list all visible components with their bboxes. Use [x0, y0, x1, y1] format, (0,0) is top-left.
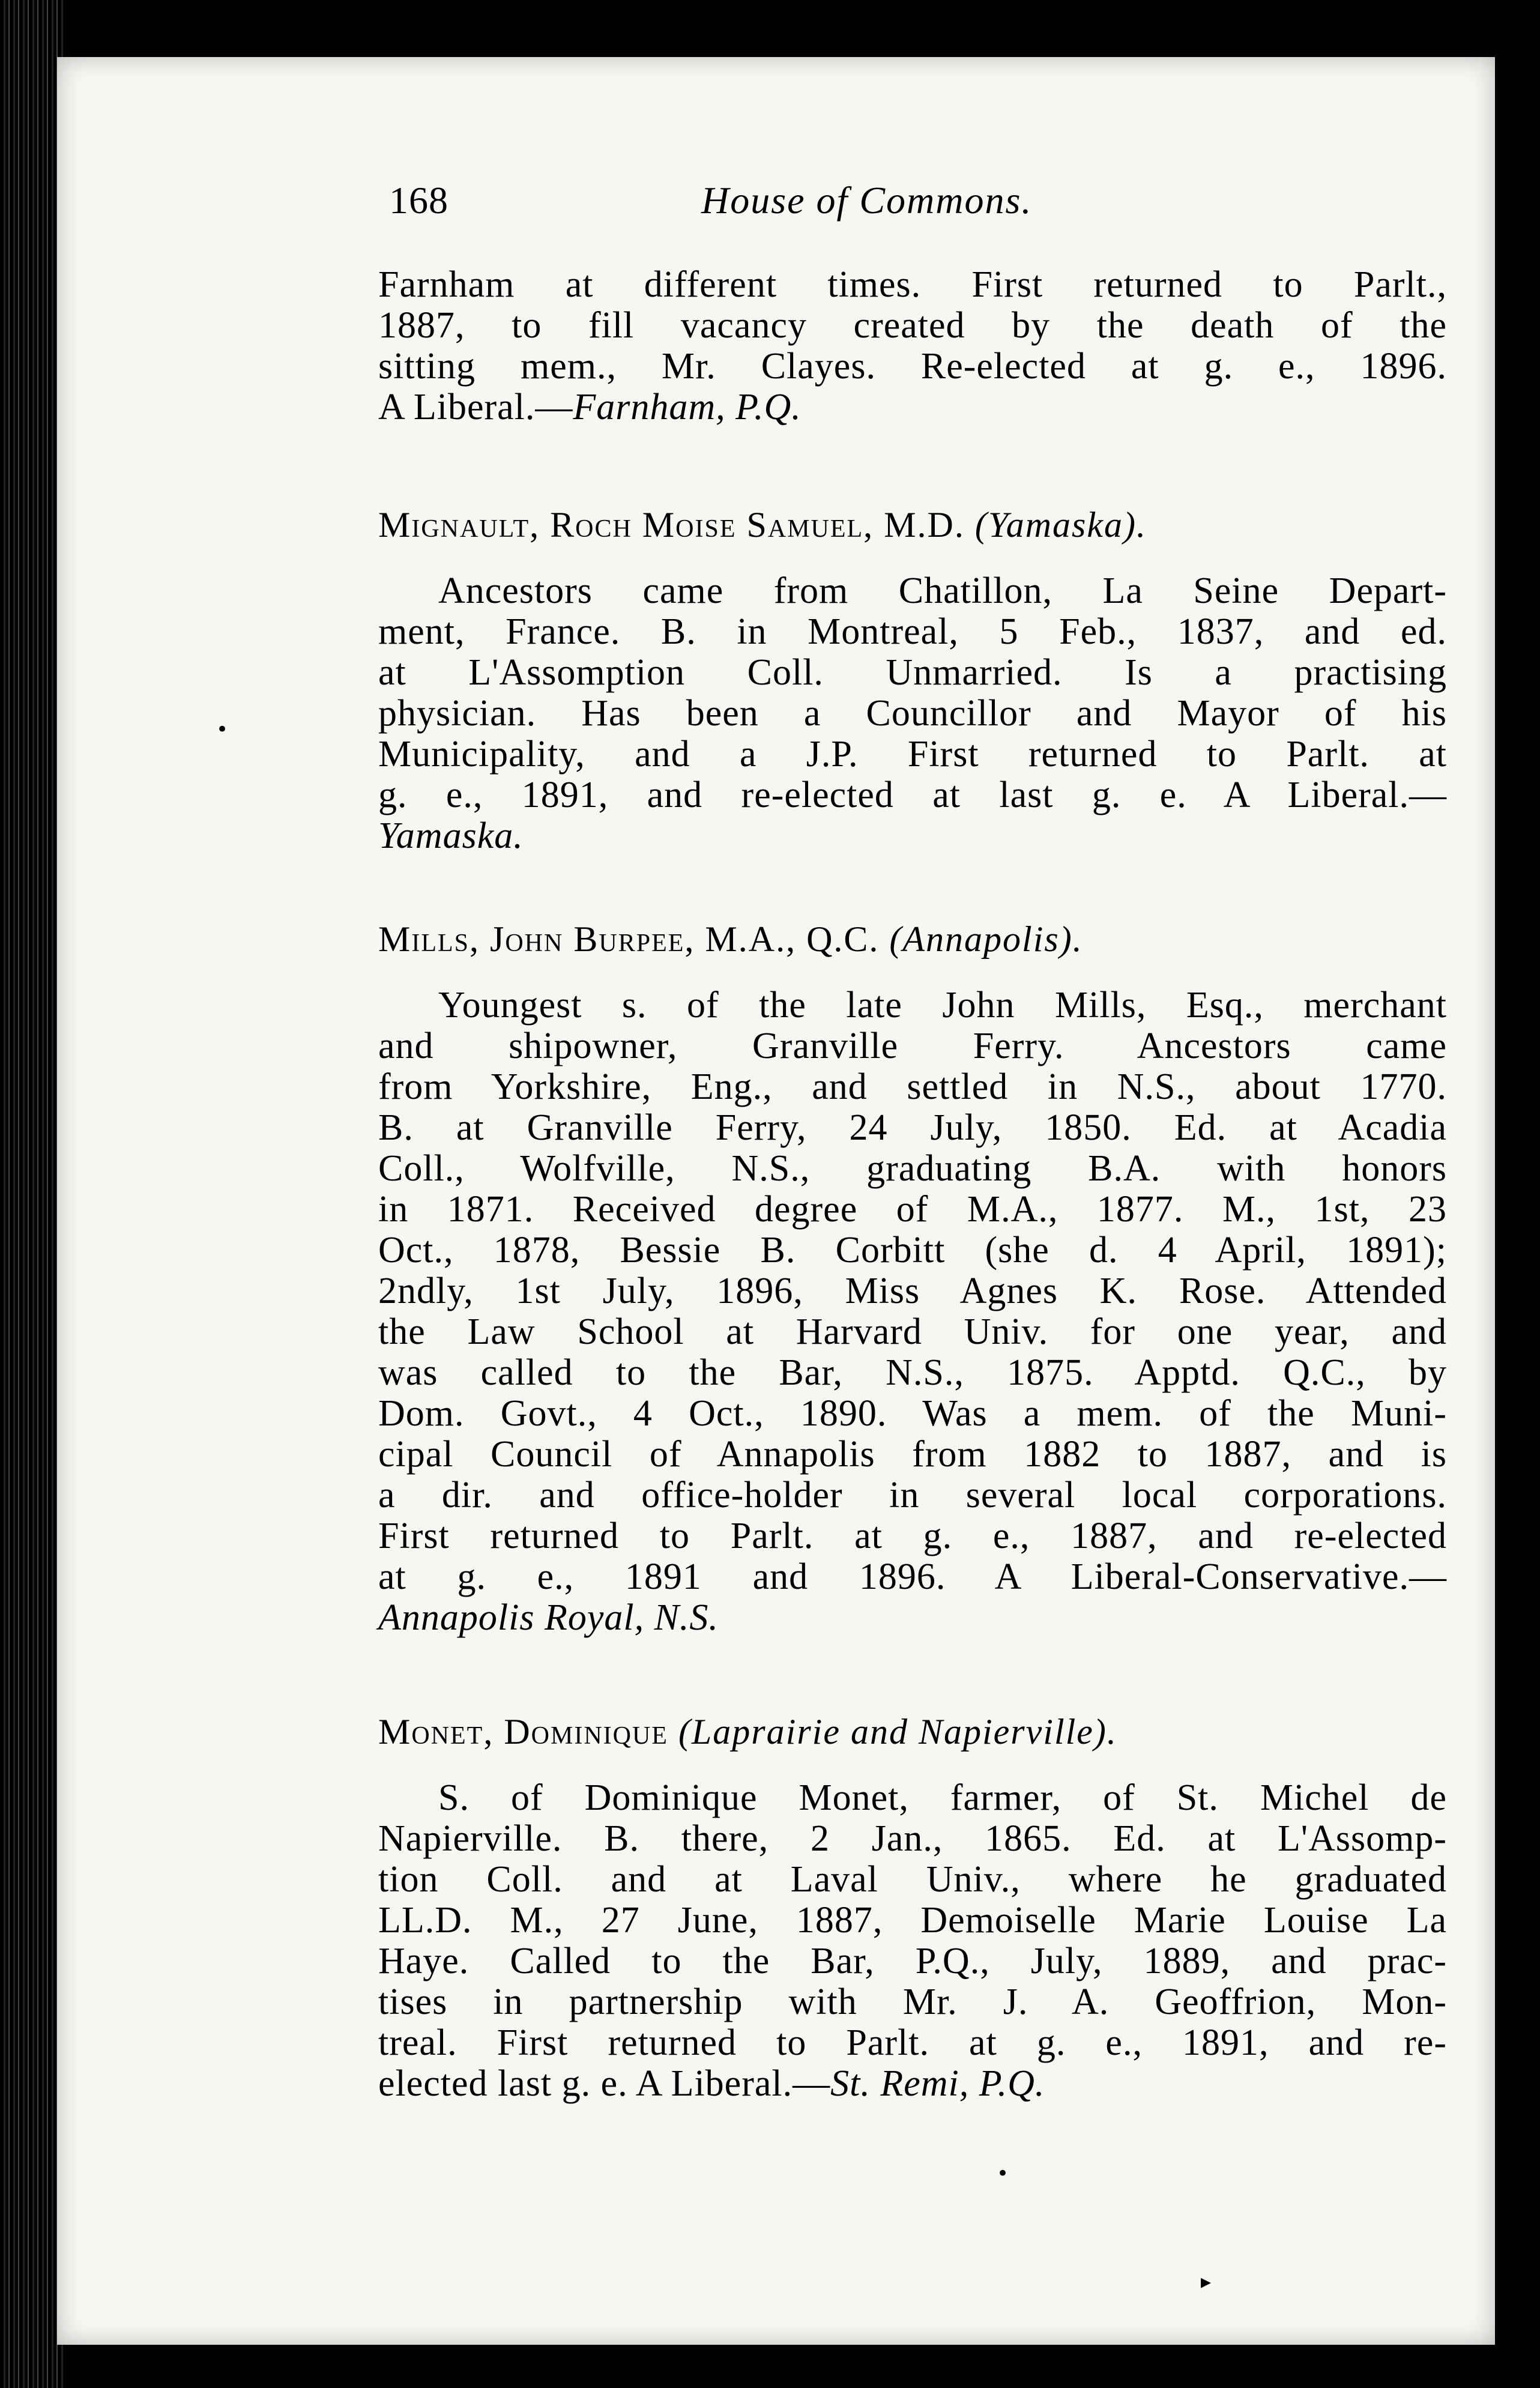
member-name: Mills, John Burpee, [378, 919, 695, 959]
text-line: Coll., Wolfville, N.S., graduating B.A. with honors [378, 1148, 1447, 1189]
text-line: a dir. and office-holder in several local corporations. [378, 1475, 1447, 1516]
text-line: 1887, to fill vacancy created by the death of the [378, 305, 1447, 346]
text-line: ment, France. B. in Montreal, 5 Feb., 1837, and ed. [378, 611, 1447, 652]
member-title: M.A., Q.C. [695, 919, 890, 959]
text-line: the Law School at Harvard Univ. for one year, and [378, 1311, 1447, 1352]
party-text: elected last g. e. A Liberal.— [378, 2063, 831, 2104]
text-line: tises in partnership with Mr. J. A. Geoffrion, Mon- [378, 1981, 1447, 2022]
text-line: at g. e., 1891 and 1896. A Liberal-Conservative.— [378, 1556, 1447, 1597]
address: Yamaska. [378, 815, 524, 856]
entry-body [378, 570, 1447, 856]
page-header [389, 180, 1446, 228]
scan-speck: ▸ [1201, 2270, 1212, 2294]
entry-body [378, 1777, 1447, 2104]
entry-heading [378, 504, 1459, 545]
address: Farnham, P.Q. [573, 387, 802, 428]
text-line: and shipowner, Granville Ferry. Ancestors came [378, 1026, 1447, 1066]
entry-body [378, 985, 1447, 1638]
entry-heading [378, 1711, 1459, 1752]
continued-entry [378, 264, 1447, 428]
text-line: at L'Assomption Coll. Unmarried. Is a practising [378, 652, 1447, 693]
text-line-last [378, 2063, 1447, 2104]
text-line: Ancestors came from Chatillon, La Seine Depart- [438, 570, 1447, 611]
text-line: Haye. Called to the Bar, P.Q., July, 1889, and prac- [378, 1941, 1447, 1981]
text-line: g. e., 1891, and re-elected at last g. e. A Liberal.— [378, 775, 1447, 815]
text-line: Dom. Govt., 4 Oct., 1890. Was a mem. of the Muni- [378, 1393, 1447, 1434]
text-line: B. at Granville Ferry, 24 July, 1850. Ed. at Acadia [378, 1107, 1447, 1148]
address: Annapolis Royal, N.S. [378, 1597, 719, 1638]
text-line: S. of Dominique Monet, farmer, of St. Michel de [438, 1777, 1447, 1818]
member-name: Monet, Dominique [378, 1712, 668, 1752]
member-title [668, 1712, 678, 1752]
text-line: cipal Council of Annapolis from 1882 to 1887, and is [378, 1434, 1447, 1475]
text-line: in 1871. Received degree of M.A., 1877. M., 1st, 23 [378, 1189, 1447, 1230]
text-line: was called to the Bar, N.S., 1875. Apptd. Q.C., by [378, 1352, 1447, 1393]
text-line: treal. First returned to Parlt. at g. e., 1891, and re- [378, 2022, 1447, 2063]
text-line: 2ndly, 1st July, 1896, Miss Agnes K. Rose. Attended [378, 1271, 1447, 1311]
member-name: Mignault, Roch Moise Samuel, [378, 505, 874, 545]
text-line: LL.D. M., 27 June, 1887, Demoiselle Marie Louise La [378, 1900, 1447, 1941]
text-line: from Yorkshire, Eng., and settled in N.S., about 1770. [378, 1066, 1447, 1107]
entry-heading [378, 919, 1459, 960]
address: St. Remi, P.Q. [830, 2063, 1045, 2104]
page-number: 168 [389, 179, 448, 222]
book-spine-edge [0, 0, 66, 2388]
party-text: A Liberal.— [378, 387, 573, 428]
text-line: Oct., 1878, Bessie B. Corbitt (she d. 4 April, 1891); [378, 1230, 1447, 1271]
text-line: Napierville. B. there, 2 Jan., 1865. Ed. at L'Assomp- [378, 1818, 1447, 1859]
text-line: Youngest s. of the late John Mills, Esq., merchant [438, 985, 1447, 1026]
scan-speck: • [997, 2162, 1009, 2186]
constituency: (Yamaska). [974, 505, 1147, 545]
text-line: First returned to Parlt. at g. e., 1887, and re-elected [378, 1516, 1447, 1556]
text-line: physician. Has been a Councillor and Mayor of his [378, 693, 1447, 734]
text-line: Farnham at different times. First returned to Parlt., [378, 264, 1447, 305]
constituency: (Laprairie and Napierville). [678, 1712, 1117, 1752]
text-line: tion Coll. and at Laval Univ., where he graduated [378, 1859, 1447, 1900]
scan-speck: • [216, 718, 229, 742]
text-line: sitting mem., Mr. Clayes. Re-elected at g. e., 1896. [378, 346, 1447, 387]
member-title: M.D. [874, 505, 975, 545]
text-line: Municipality, and a J.P. First returned to Parlt. at [378, 734, 1447, 775]
text-line-last [378, 387, 1447, 428]
running-title: House of Commons. [701, 179, 1033, 222]
constituency: (Annapolis). [889, 919, 1083, 959]
